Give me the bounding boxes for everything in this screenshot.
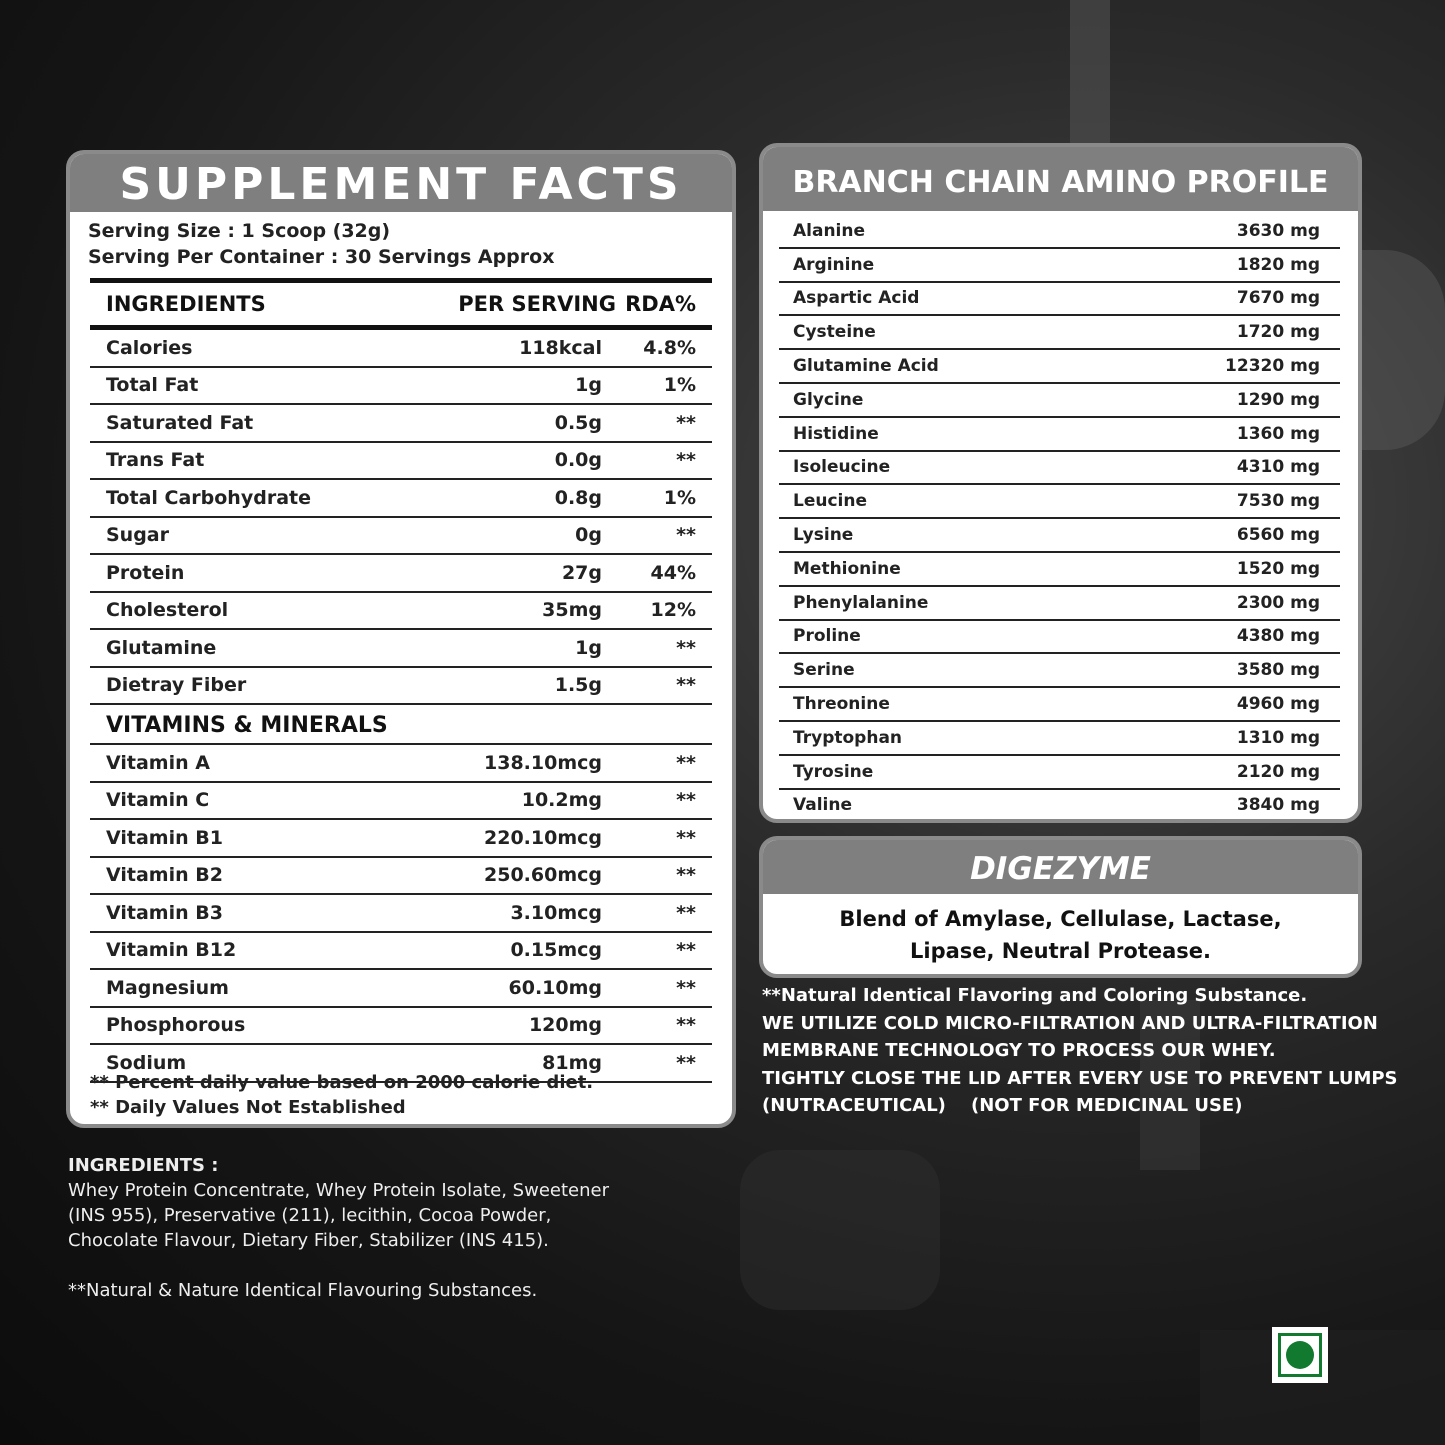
nutrient-name: Trans Fat [106,449,205,472]
nutrient-name: Vitamin B2 [106,864,223,887]
amino-row [779,418,1340,452]
veg-symbol-icon [1272,1327,1328,1383]
nutrient-rda: ** [676,789,696,812]
amino-name: Proline [793,626,861,647]
amino-row [779,621,1340,655]
amino-row [779,452,1340,486]
ingredients-block [68,1153,609,1303]
digezyme-line: Lipase, Neutral Protease. [909,939,1211,963]
amino-name: Isoleucine [793,457,891,478]
nutrient-name: Phosphorous [106,1014,246,1037]
amino-name: Arginine [793,254,875,275]
digezyme-title: DIGEZYME [763,840,1358,894]
amino-name: Phenylalanine [793,592,929,613]
nutrient-amount: 138.10mcg [484,751,602,774]
amino-amount: 1360 mg [1236,423,1320,444]
flavouring-note: **Natural & Nature Identical Flavouring Substances. [68,1280,538,1301]
nutrient-row [90,668,712,706]
nutrient-row [90,405,712,443]
nutrient-rda: ** [676,411,696,434]
amino-row [779,722,1340,756]
amino-name: Alanine [793,220,866,241]
footnotes [90,1070,593,1120]
amino-amount: 1720 mg [1236,322,1320,343]
amino-profile-panel [759,143,1362,823]
ingredients-line: Whey Protein Concentrate, Whey Protein Isolate, Sweetener [68,1180,609,1201]
header-ingredients: INGREDIENTS [106,292,266,316]
nutrient-name: Vitamin B3 [106,901,223,924]
nutrient-row [90,820,712,858]
amino-row [779,249,1340,283]
nutrient-row [90,745,712,783]
amino-row [779,587,1340,621]
amino-name: Aspartic Acid [793,288,920,309]
nutrient-row [90,368,712,406]
nutrient-amount: 3.10mcg [510,901,602,924]
amino-profile-title: BRANCH CHAIN AMINO PROFILE [763,147,1358,211]
amino-amount: 2300 mg [1236,592,1320,613]
nutrient-amount: 1g [575,374,602,397]
nutrient-rda: ** [676,976,696,999]
facts-table-header [90,278,712,330]
nutrient-name: Glutamine [106,636,217,659]
nutrient-row [90,933,712,971]
amino-row [779,519,1340,553]
nutrient-rda: ** [676,674,696,697]
amino-name: Cysteine [793,322,876,343]
note-line: WE UTILIZE COLD MICRO-FILTRATION AND ULTRA-FILTRATION [762,1012,1378,1034]
nutrient-amount: 60.10mg [508,976,602,999]
nutrient-row [90,970,712,1008]
nutrient-amount: 10.2mg [521,789,602,812]
footnote: ** Percent daily value based on 2000 calorie diet. [90,1072,594,1093]
amino-amount: 3630 mg [1236,220,1320,241]
amino-row [779,553,1340,587]
amino-row [779,688,1340,722]
amino-name: Serine [793,660,855,681]
footnote: ** Daily Values Not Established [90,1097,406,1118]
nutrient-rda: ** [676,826,696,849]
serving-size: Serving Size : 1 Scoop (32g) [88,220,391,242]
amino-row [779,215,1340,249]
amino-amount: 1310 mg [1236,727,1320,748]
nutrient-name: Sodium [106,1051,187,1074]
nutrient-row [90,443,712,481]
amino-name: Valine [793,795,852,816]
amino-rows [779,215,1340,823]
amino-row [779,654,1340,688]
amino-name: Leucine [793,491,868,512]
amino-amount: 3840 mg [1236,795,1320,816]
nutrient-row [90,330,712,368]
note-line: TIGHTLY CLOSE THE LID AFTER EVERY USE TO PREVENT LUMPS [762,1067,1398,1089]
nutrient-row [90,858,712,896]
nutrient-rda: 44% [650,561,696,584]
nutrient-amount: 1.5g [554,674,602,697]
nutrient-amount: 0.0g [554,449,602,472]
amino-name: Methionine [793,558,901,579]
nutrient-rda: ** [676,636,696,659]
nutrient-amount: 220.10mcg [484,826,602,849]
note-line: MEMBRANE TECHNOLOGY TO PROCESS OUR WHEY. [762,1040,1276,1061]
digezyme-description [763,894,1358,967]
nutrient-amount: 0.15mcg [510,939,602,962]
nutrient-amount: 118kcal [519,336,602,359]
nutrient-rda: ** [676,524,696,547]
nutrient-rda: ** [676,449,696,472]
amino-name: Glutamine Acid [793,356,939,377]
nutrient-row [90,518,712,556]
amino-name: Threonine [793,694,890,715]
nutrient-amount: 27g [561,561,602,584]
nutrient-amount: 81mg [542,1051,602,1074]
nutrient-amount: 250.60mcg [484,864,602,887]
amino-row [779,350,1340,384]
amino-amount: 2120 mg [1236,761,1320,782]
amino-amount: 4960 mg [1236,694,1320,715]
nutrient-rda: ** [676,1051,696,1074]
amino-row [779,384,1340,418]
amino-name: Tyrosine [793,761,874,782]
nutrient-rda: ** [676,864,696,887]
nutrient-row [90,895,712,933]
nutrient-rda: ** [676,901,696,924]
ingredients-line: Chocolate Flavour, Dietary Fiber, Stabilizer (INS 415). [68,1230,549,1251]
nutrient-name: Protein [106,561,185,584]
nutrient-name: Dietray Fiber [106,674,247,697]
amino-name: Lysine [793,525,854,546]
nutrient-rows [90,330,712,705]
nutrient-rda: 1% [663,486,696,509]
vitamin-rows [90,745,712,1083]
nutrient-amount: 1g [575,636,602,659]
serving-info [70,212,732,270]
nutrient-name: Vitamin A [106,751,210,774]
facts-table [90,278,712,1083]
nutrient-rda: ** [676,751,696,774]
amino-name: Tryptophan [793,727,903,748]
nutrient-rda: ** [676,1014,696,1037]
amino-amount: 6560 mg [1236,525,1320,546]
amino-name: Histidine [793,423,879,444]
amino-amount: 7530 mg [1236,491,1320,512]
nutrient-name: Calories [106,336,193,359]
amino-amount: 1520 mg [1236,558,1320,579]
nutrient-name: Vitamin B12 [106,939,237,962]
nutrient-name: Magnesium [106,976,229,999]
nutrient-row [90,783,712,821]
nutrient-name: Vitamin B1 [106,826,223,849]
nutrient-name: Saturated Fat [106,411,254,434]
header-rda: RDA% [625,292,696,316]
serving-per-container: Serving Per Container : 30 Servings Approx [88,246,555,268]
nutrient-row [90,1008,712,1046]
amino-name: Glycine [793,389,864,410]
amino-row [779,756,1340,790]
supplement-facts-title: SUPPLEMENT FACTS [70,154,732,212]
ingredients-label: INGREDIENTS : [68,1155,219,1176]
note-line: **Natural Identical Flavoring and Coloring Substance. [762,985,1308,1006]
nutrient-name: Cholesterol [106,599,229,622]
amino-amount: 4310 mg [1236,457,1320,478]
amino-row [779,790,1340,823]
nutrient-amount: 120mg [528,1014,602,1037]
note-line: (NUTRACEUTICAL) (NOT FOR MEDICINAL USE) [762,1095,1243,1116]
nutrient-row [90,555,712,593]
header-per-serving: PER SERVING [458,292,616,316]
amino-row [779,485,1340,519]
amino-row [779,316,1340,350]
nutrient-rda: 12% [650,599,696,622]
nutrient-amount: 0.5g [554,411,602,434]
amino-amount: 1290 mg [1236,389,1320,410]
vitamins-minerals-title: VITAMINS & MINERALS [90,705,712,745]
nutrient-amount: 0.8g [554,486,602,509]
product-notes [762,982,1398,1120]
nutrient-row [90,630,712,668]
nutrient-amount: 35mg [542,599,602,622]
amino-amount: 1820 mg [1236,254,1320,275]
nutrient-name: Vitamin C [106,789,210,812]
amino-amount: 12320 mg [1225,356,1320,377]
amino-amount: 4380 mg [1236,626,1320,647]
ingredients-line: (INS 955), Preservative (211), lecithin, Cocoa Powder, [68,1205,552,1226]
amino-amount: 7670 mg [1236,288,1320,309]
nutrient-name: Total Carbohydrate [106,486,311,509]
nutrient-rda: ** [676,939,696,962]
digezyme-line: Blend of Amylase, Cellulase, Lactase, [839,907,1282,931]
nutrient-rda: 1% [663,374,696,397]
supplement-facts-panel [66,150,736,1128]
nutrient-name: Total Fat [106,374,199,397]
amino-amount: 3580 mg [1236,660,1320,681]
nutrient-name: Sugar [106,524,170,547]
digezyme-panel [759,836,1362,978]
nutrient-rda: 4.8% [643,336,696,359]
nutrient-row [90,593,712,631]
nutrient-amount: 0g [575,524,602,547]
amino-row [779,283,1340,317]
nutrient-row [90,480,712,518]
